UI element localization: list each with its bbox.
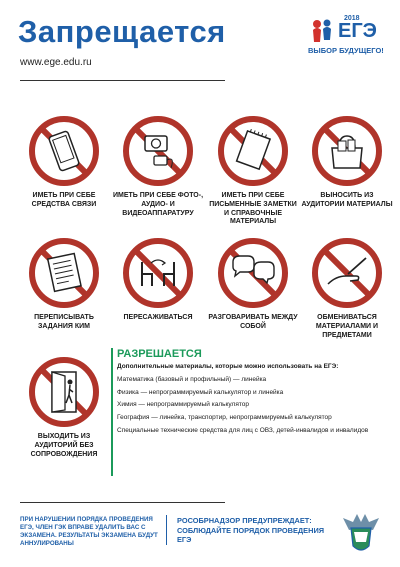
logo-name: ЕГЭ (338, 20, 377, 42)
door-exit-icon (27, 355, 101, 429)
prohibited-item-camera (111, 114, 205, 218)
phone-icon (27, 114, 101, 188)
prohibited-label: ОБМЕНИВАТЬСЯ МАТЕРИАЛАМИ И ПРЕДМЕТАМИ (315, 314, 379, 339)
allowed-item: Специальные технические средства для лиц с ОВЗ, детей-инвалидов и инвалидов (117, 426, 369, 434)
rosobrnadzor-notice: РОСОБРНАДЗОР ПРЕДУПРЕЖДАЕТ: СОБЛЮДАЙТЕ ПОРЯДОК ПРОВЕДЕНИЯ ЕГЭ (177, 516, 325, 545)
allowed-heading: РАЗРЕШАЕТСЯ (117, 348, 202, 360)
prohibited-label: ИМЕТЬ ПРИ СЕБЕ СРЕДСТВА СВЯЗИ (31, 192, 97, 208)
allowed-item: Математика (базовый и профильный) — линейка (117, 375, 267, 383)
footer-divider (166, 515, 167, 545)
notepad-icon (216, 114, 290, 188)
prohibited-item-bag (300, 114, 394, 210)
logo-year: 2018 (344, 15, 360, 22)
prohibited-label: РАЗГОВАРИВАТЬ МЕЖДУ СОБОЙ (208, 314, 298, 330)
speech-bubbles-icon (216, 236, 290, 310)
hand-pen-icon (310, 236, 384, 310)
rosobrnadzor-emblem-icon (339, 508, 383, 556)
chairs-icon (121, 236, 195, 310)
prohibited-item-notes (206, 114, 300, 227)
prohibited-item-seat (111, 236, 205, 323)
prohibited-label: ВЫНОСИТЬ ИЗ АУДИТОРИИ МАТЕРИАЛЫ (301, 192, 393, 208)
prohibited-label: ПЕРЕСАЖИВАТЬСЯ (123, 314, 193, 321)
logo-slogan: ВЫБОР БУДУЩЕГО! (308, 46, 384, 55)
site-url[interactable]: www.ege.edu.ru (20, 57, 92, 68)
violation-warning: ПРИ НАРУШЕНИИ ПОРЯДКА ПРОВЕДЕНИЯ ЕГЭ, ЧЛЕН ГЭК ВПРАВЕ УДАЛИТЬ ВАС С ЭКЗАМЕНА. РЕЗУЛЬТАТЫ ЭКЗАМЕНА БУДУТ АННУЛИРОВАНЫ (20, 516, 158, 548)
prohibited-label: ИМЕТЬ ПРИ СЕБЕ ФОТО-, АУДИО- И ВИДЕОАППАРАТУРУ (112, 192, 204, 217)
prohibited-item-phone (17, 114, 111, 210)
ege-logo (308, 15, 390, 60)
prohibited-item-talk (206, 236, 300, 332)
allowed-item: География — линейка, транспортир, непрограммируемый калькулятор (117, 414, 332, 422)
allowed-intro: Дополнительные материалы, которые можно использовать на ЕГЭ: (117, 363, 339, 370)
prohibited-item-exit (17, 355, 111, 459)
prohibited-label: ПЕРЕПИСЫВАТЬ ЗАДАНИЯ КИМ (34, 314, 94, 330)
prohibited-label: ВЫХОДИТЬ ИЗ АУДИТОРИЙ БЕЗ СОПРОВОЖДЕНИЯ (30, 433, 98, 458)
ege-logo-icon (310, 18, 340, 44)
divider (20, 502, 225, 503)
allowed-accent-bar (111, 348, 113, 476)
prohibited-item-exchange (300, 236, 394, 340)
allowed-item: Химия — непрограммируемый калькулятор (117, 401, 249, 409)
bag-icon (310, 114, 384, 188)
prohibited-item-copy (17, 236, 111, 332)
page-title: Запрещается (18, 14, 226, 49)
camera-audio-icon (121, 114, 195, 188)
divider (20, 80, 225, 81)
exam-sheet-icon (27, 236, 101, 310)
allowed-item: Физика — непрограммируемый калькулятор и линейка (117, 388, 284, 396)
allowed-panel (117, 348, 387, 436)
prohibited-label: ИМЕТЬ ПРИ СЕБЕ ПИСЬМЕННЫЕ ЗАМЕТКИ И СПРАВОЧНЫЕ МАТЕРИАЛЫ (209, 192, 297, 226)
